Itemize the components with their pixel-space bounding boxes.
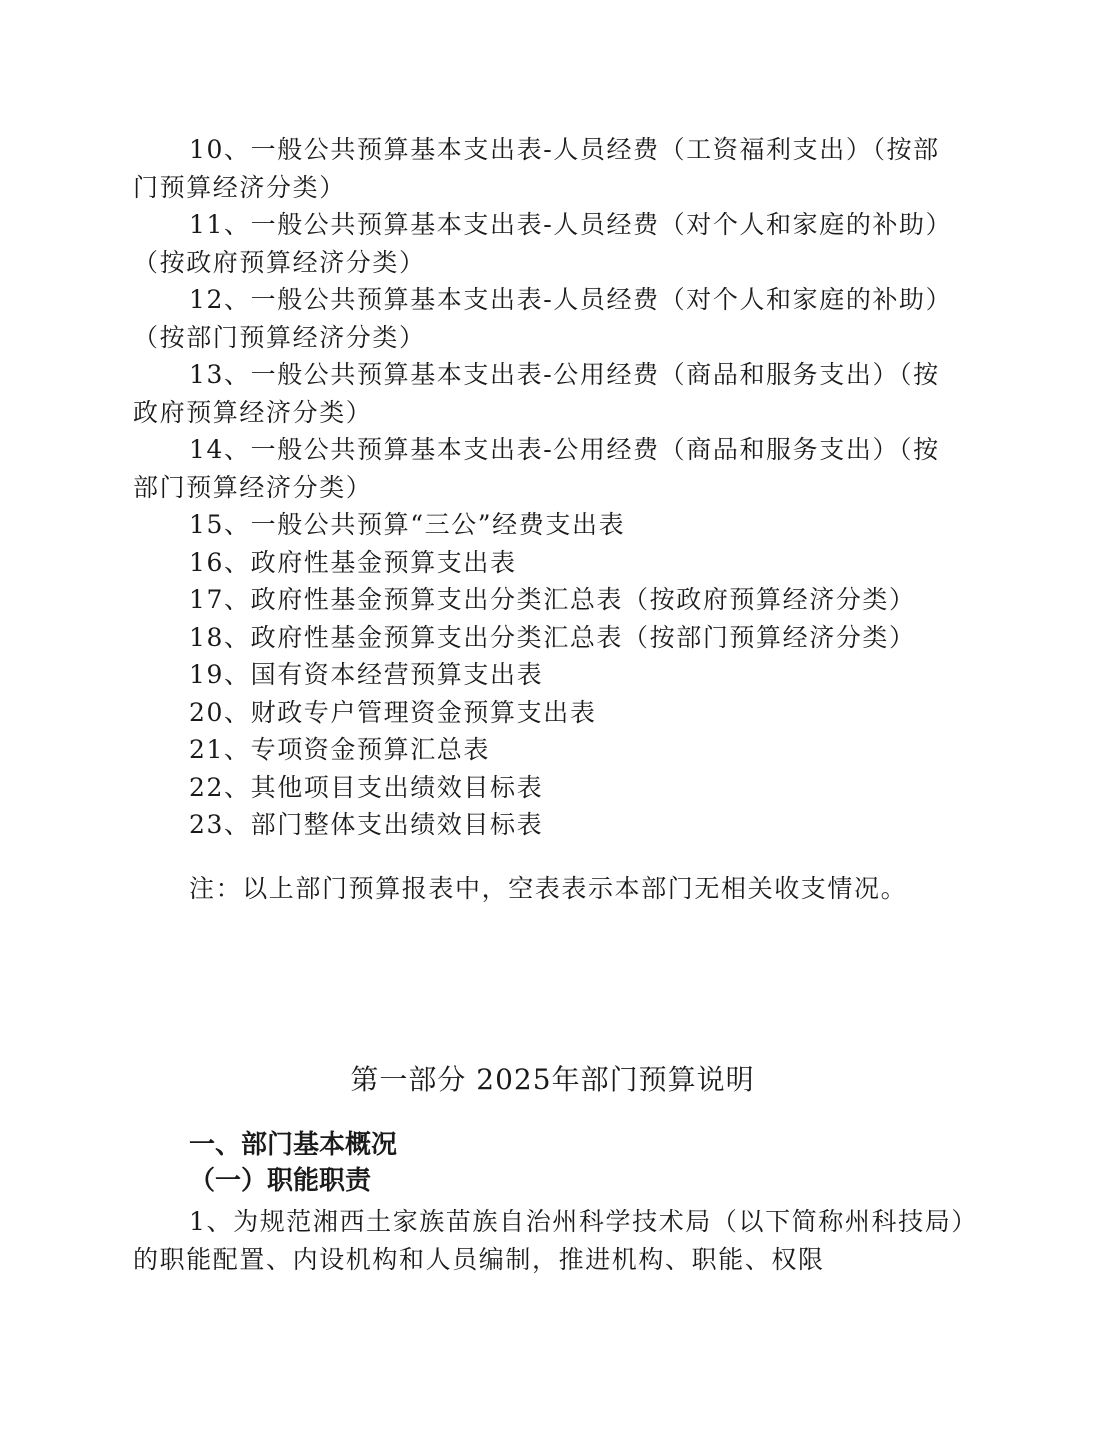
toc-item: 11、一般公共预算基本支出表-人员经费（对个人和家庭的补助）（按政府预算经济分类）	[133, 210, 953, 277]
part-title: 第一部分 2025年部门预算说明	[350, 1063, 755, 1096]
toc-item: 13、一般公共预算基本支出表-公用经费（商品和服务支出）（按政府预算经济分类）	[133, 360, 940, 427]
toc-item: 23、部门整体支出绩效目标表	[189, 810, 544, 839]
body-paragraph: 1、为规范湘西土家族苗族自治州科学技术局（以下简称州科技局）的职能配置、内设机构和人员编制，推进机构、职能、权限	[133, 1207, 966, 1274]
table-of-contents	[133, 131, 963, 844]
toc-item: 21、专项资金预算汇总表	[189, 735, 491, 764]
toc-item: 14、一般公共预算基本支出表-公用经费（商品和服务支出）（按部门预算经济分类）	[133, 435, 940, 502]
toc-item: 19、国有资本经营预算支出表	[189, 660, 544, 689]
toc-item: 22、其他项目支出绩效目标表	[189, 772, 544, 802]
toc-item: 16、政府性基金预算支出表	[189, 547, 517, 577]
section-heading: 一、部门基本概况	[189, 1130, 398, 1160]
toc-item: 12、一般公共预算基本支出表-人员经费（对个人和家庭的补助）（按部门预算经济分类）	[133, 285, 953, 352]
toc-item: 15、一般公共预算“三公”经费支出表	[189, 510, 626, 539]
subsection-heading: （一）职能职责	[189, 1166, 372, 1196]
toc-item: 10、一般公共预算基本支出表-人员经费（工资福利支出）（按部门预算经济分类）	[133, 135, 940, 202]
toc-item: 20、财政专户管理资金预算支出表	[189, 697, 597, 727]
table-note: 注：以上部门预算报表中，空表表示本部门无相关收支情况。	[189, 874, 908, 903]
toc-item: 18、政府性基金预算支出分类汇总表（按部门预算经济分类）	[189, 622, 916, 652]
toc-item: 17、政府性基金预算支出分类汇总表（按政府预算经济分类）	[189, 585, 916, 614]
